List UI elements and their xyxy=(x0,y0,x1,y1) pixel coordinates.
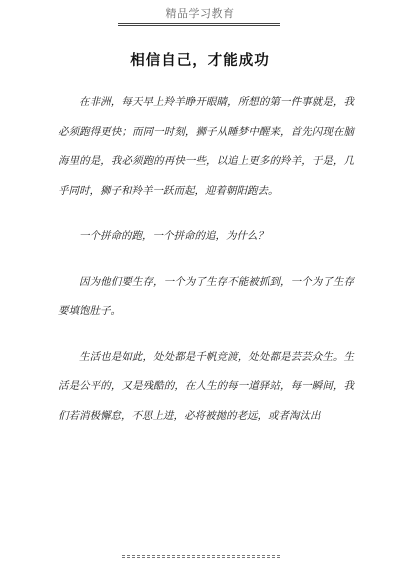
footer-divider xyxy=(122,555,280,558)
header-divider xyxy=(118,23,280,26)
paragraph-3: 因为他们要生存，一个为了生存不能被抓到，一个为了生存要填饱肚子。 xyxy=(58,275,354,317)
paragraph-1: 在非洲，每天早上羚羊睁开眼睛，所想的第一件事就是，我必须跑得更快；而同一时刻，狮子从睡梦中醒来，首先闪现在脑海里的是，我必须跑的再快一些，以追上更多的羚羊，于是，几乎同时，狮子和羚羊一跃而起，迎着朝阳跑去。 xyxy=(58,96,354,197)
document-title: 相信自己，才能成功 xyxy=(130,53,270,69)
page-header: 精品学习教育 xyxy=(165,7,235,20)
paragraph-gap xyxy=(58,252,354,268)
paragraph-2: 一个拼命的跑，一个拼命的追，为什么？ xyxy=(79,230,268,242)
paragraph-4: 生活也是如此，处处都是千帆竞渡，处处都是芸芸众生。生活是公平的，又是残酷的，在人生的每一道驿站，每一瞬间，我们若消极懈怠，不思上进，必将被拋的老远，或者淘汰出 xyxy=(58,350,354,422)
paragraph-gap xyxy=(58,327,354,343)
paragraph-gap xyxy=(58,206,354,222)
document-body xyxy=(58,88,354,431)
